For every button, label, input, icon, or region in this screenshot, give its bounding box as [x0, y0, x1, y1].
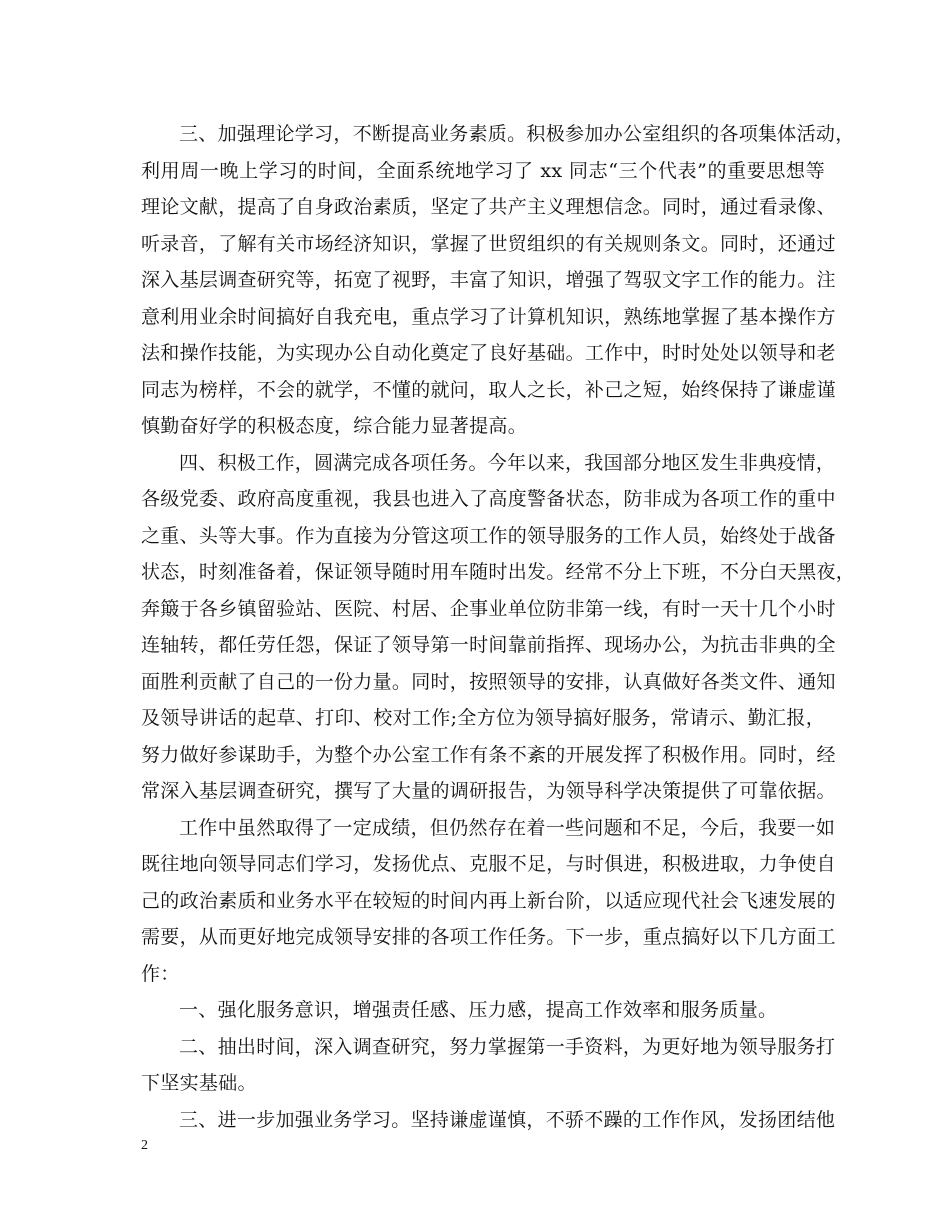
- text-line: 状态，时刻准备着，保证领导随时用车随时出发。经常不分上下班，不分白天黑夜，: [141, 561, 856, 583]
- text-line: 连轴转，都任劳任怨，保证了领导第一时间靠前指挥、现场办公，为抗击非典的全: [141, 634, 836, 656]
- text-line: 二、抽出时间，深入调查研究，努力掌握第一手资料，为更好地为领导服务打: [179, 1035, 836, 1058]
- text-line: 三、进一步加强业务学习。坚持谦虚谨慎，不骄不躁的工作作风，发扬团结他: [179, 1108, 836, 1131]
- text-line: 各级党委、政府高度重视，我县也进入了高度警备状态，防非成为各项工作的重中: [141, 488, 836, 510]
- paragraph-outlook: [141, 810, 836, 993]
- text-line: 听录音，了解有关市场经济知识，掌握了世贸组织的有关规则条文。同时，还通过: [141, 232, 836, 255]
- paragraph-study: [141, 116, 855, 445]
- text-line: 意利用业余时间搞好自我充电，重点学习了计算机知识，熟练地掌握了基本操作方: [141, 305, 836, 328]
- paragraph-plan-1: [141, 992, 825, 1029]
- paragraph-work: [141, 445, 856, 810]
- page-number: 2: [141, 1138, 148, 1153]
- text-line: 理论文献，提高了自身政治素质，坚定了共产主义理想信念。同时，通过看录像、: [141, 196, 836, 218]
- text-line: 需要，从而更好地完成领导安排的各项工作任务。下一步，重点搞好以下几方面工: [141, 926, 836, 948]
- paragraph-plan-2: [141, 1029, 836, 1102]
- document-body: [141, 116, 856, 1138]
- text-line: 利用周一晚上学习的时间，全面系统地学习了 xx 同志“三个代表”的重要思想等: [141, 159, 825, 182]
- text-line: 四、积极工作，圆满完成各项任务。今年以来，我国部分地区发生非典疫情，: [179, 451, 836, 474]
- text-line: 慎勤奋好学的积极态度，综合能力显著提高。: [141, 415, 528, 437]
- text-line: 下坚实基础。: [141, 1072, 257, 1094]
- text-line: 工作中虽然取得了一定成绩，但仍然存在着一些问题和不足，今后，我要一如: [179, 816, 836, 839]
- text-line: 作：: [141, 962, 180, 985]
- paragraph-plan-3: [141, 1102, 836, 1139]
- text-line: 面胜利贡献了自己的一份力量。同时，按照领导的安排，认真做好各类文件、通知: [141, 670, 836, 693]
- text-line: 及领导讲话的起草、打印、校对工作;全方位为领导搞好服务，常请示、勤汇报，: [141, 707, 825, 729]
- text-line: 既往地向领导同志们学习，发扬优点、克服不足，与时俱进，积极进取，力争使自: [141, 853, 836, 875]
- text-line: 之重、头等大事。作为直接为分管这项工作的领导服务的工作人员，始终处于战备: [141, 524, 836, 547]
- text-line: 一、强化服务意识，增强责任感、压力感，提高工作效率和服务质量。: [179, 999, 778, 1021]
- text-line: 己的政治素质和业务水平在较短的时间内再上新台阶，以适应现代社会飞速发展的: [141, 889, 836, 912]
- text-line: 三、加强理论学习，不断提高业务素质。积极参加办公室组织的各项集体活动，: [179, 123, 855, 145]
- text-line: 同志为榜样，不会的就学，不懂的就问，取人之长，补己之短，始终保持了谦虚谨: [141, 378, 836, 401]
- text-line: 奔簸于各乡镇留验站、医院、村居、企事业单位防非第一线，有时一天十几个小时: [141, 597, 836, 620]
- text-line: 法和操作技能，为实现办公自动化奠定了良好基础。工作中，时时处处以领导和老: [141, 342, 836, 364]
- text-line: 深入基层调查研究等，拓宽了视野，丰富了知识，增强了驾驭文字工作的能力。注: [141, 269, 836, 291]
- text-line: 努力做好参谋助手，为整个办公室工作有条不紊的开展发挥了积极作用。同时，经: [141, 743, 836, 766]
- text-line: 常深入基层调查研究，撰写了大量的调研报告，为领导科学决策提供了可靠依据。: [141, 780, 836, 802]
